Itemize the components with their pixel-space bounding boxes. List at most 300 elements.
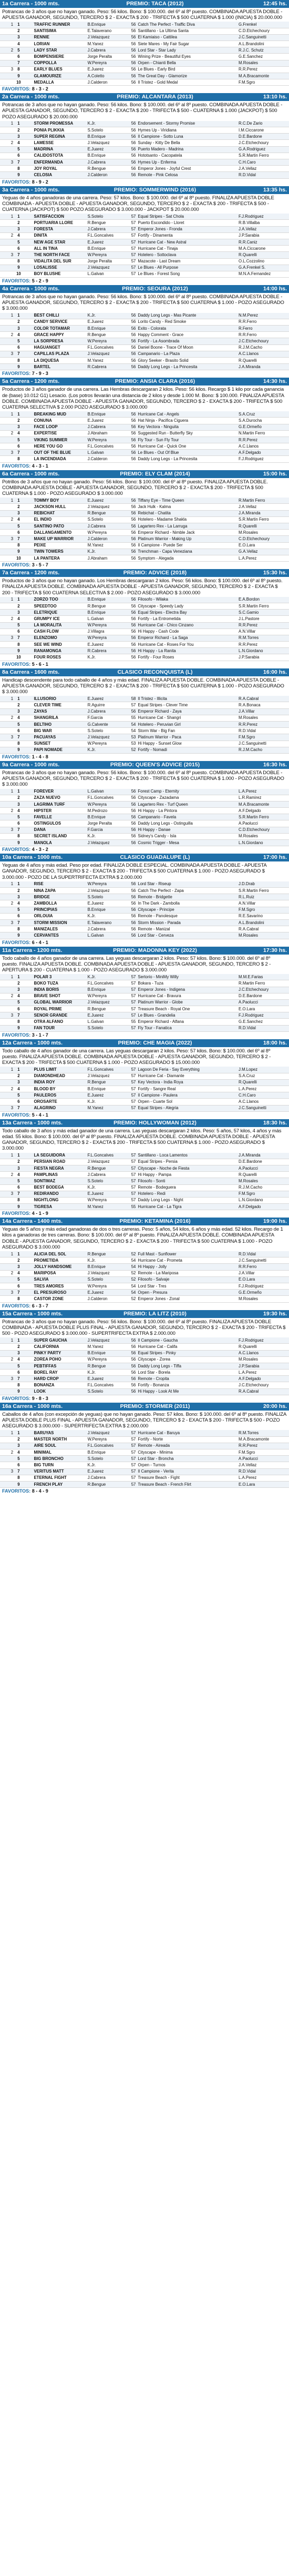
weight: 57 <box>125 1073 137 1079</box>
jockey: F.L.Goncalves <box>87 443 125 450</box>
trainer: R.J.C. Schutz <box>238 47 289 54</box>
table-row <box>0 79 289 86</box>
saddle-number: 8 <box>14 1475 23 1481</box>
horse-name: MANIZALES <box>33 926 86 932</box>
table-row <box>0 1153 289 1159</box>
pedigree: Hurricane Cat - Diamante <box>137 1073 238 1079</box>
weight-note <box>23 536 33 542</box>
post-group <box>0 271 14 277</box>
race-time: 20:00 hs. <box>263 1403 287 1409</box>
weight: 52 <box>125 1276 137 1283</box>
saddle-number: 4 <box>14 1356 23 1363</box>
race-number: 11a Carrera - 1200 mts. <box>2 947 63 954</box>
table-row <box>0 549 289 555</box>
saddle-number: 6 <box>14 1462 23 1468</box>
race-time: 14:00 hs. <box>263 286 287 292</box>
pedigree: Hymes Up - Enferma <box>137 159 238 166</box>
saddle-number: 7 <box>14 919 23 926</box>
jockey: E.Juarez <box>87 66 125 73</box>
entries-table <box>0 1153 289 1211</box>
jockey: Jorge Peralta <box>87 258 125 265</box>
saddle-number: 1 <box>14 498 23 504</box>
jockey: R.Bengue <box>87 220 125 226</box>
pedigree: Fortify - La Entrometida <box>137 616 238 622</box>
pedigree: Rebichat - Chatita <box>137 510 238 516</box>
favorites-label: FAVORITOS: <box>2 1488 31 1494</box>
jockey: B.Enrique <box>87 1449 125 1456</box>
weight: 56 <box>125 357 137 363</box>
table-row <box>0 1165 289 1171</box>
post-group: 3 <box>0 1468 14 1475</box>
horse-name: NEW AGE STAR <box>33 239 86 245</box>
saddle-number: 6 <box>14 54 23 60</box>
horse-name: AIRE SOUL <box>33 1443 86 1449</box>
saddle-number: 2 <box>14 702 23 708</box>
jockey: J.Velazquez <box>87 999 125 1006</box>
favorites-label: FAVORITOS: <box>2 1395 31 1401</box>
saddle-number: 2 <box>14 888 23 894</box>
jockey: W.Pereyra <box>87 622 125 628</box>
post-group: 1 <box>0 411 14 418</box>
saddle-number: 9 <box>14 172 23 178</box>
entries-table <box>0 974 289 1032</box>
jockey: E.Juarez <box>87 239 125 245</box>
race-header <box>0 1310 289 1318</box>
pedigree: Daniel Boone - Trace Of Moon <box>137 344 238 351</box>
weight: 56 <box>125 530 137 536</box>
saddle-number: 2 <box>14 220 23 226</box>
weight-note <box>23 265 33 271</box>
race-header <box>0 668 289 676</box>
favorites-line <box>0 939 289 947</box>
table-row <box>0 722 289 728</box>
race-number: 15a Carrera - 1000 mts. <box>2 1310 63 1317</box>
jockey: W.Pereyra <box>87 1436 125 1443</box>
jockey: J.Cabrera <box>87 926 125 932</box>
trainer: R.Quarelli <box>238 523 289 530</box>
post-group <box>0 172 14 178</box>
weight-note <box>23 40 33 47</box>
post-group <box>0 166 14 172</box>
table-row <box>0 833 289 839</box>
weight: 56 <box>125 820 137 827</box>
saddle-number: 4 <box>14 332 23 338</box>
trainer: L.A.Perez <box>238 789 289 795</box>
table-row <box>0 1475 289 1481</box>
jockey: B.Enrique <box>87 814 125 820</box>
post-group <box>0 833 14 839</box>
trainer: C.D.Etchechoury <box>238 28 289 34</box>
horse-name: TWIN TOWERS <box>33 549 86 555</box>
post-group <box>0 456 14 462</box>
post-group <box>0 1276 14 1283</box>
jockey: J.Calderon <box>87 79 125 86</box>
table-row <box>0 648 289 654</box>
horse-name: TIGRESA <box>33 1204 86 1210</box>
jockey: B.Enrique <box>87 1264 125 1270</box>
post-group <box>0 987 14 993</box>
horse-name: PACUAYAS <box>33 734 86 741</box>
favorites-value: 9 - 8 - 3 <box>32 1395 48 1401</box>
weight: 54 <box>125 1264 137 1270</box>
favorites-line <box>0 179 289 186</box>
post-group <box>0 523 14 530</box>
race-number: 8a Carrera - 1600 mts. <box>2 668 60 675</box>
trainer: A.F.Delgado <box>238 808 289 814</box>
favorites-line <box>0 1488 289 1495</box>
pedigree: Fortify - La Asombrada <box>137 338 238 344</box>
pedigree: Le Blues - Out Of Blue <box>137 450 238 456</box>
race-card <box>0 854 289 946</box>
jockey: R.Bengue <box>87 1079 125 1086</box>
saddle-number: 6 <box>14 820 23 827</box>
post-group <box>0 319 14 325</box>
post-group: 2 <box>0 1270 14 1276</box>
pedigree: Hurricane Cat - Prometa <box>137 1257 238 1264</box>
saddle-number: 6 <box>14 246 23 252</box>
saddle-number: 4 <box>14 900 23 907</box>
favorites-value: 5 - 6 - 1 <box>32 661 48 667</box>
jockey: W.Pereyra <box>87 1197 125 1203</box>
horse-name: HAGUANGET <box>33 344 86 351</box>
horse-name: ETERNAL FIGHT <box>33 1475 86 1481</box>
jockey: K.Jr. <box>87 313 125 319</box>
pedigree: Hurricane Cat - Roses For You <box>137 642 238 648</box>
post-group <box>0 1363 14 1369</box>
trainer: R.J.M.Cacho <box>238 344 289 351</box>
weight: 57 <box>125 1012 137 1019</box>
saddle-number: 2 <box>14 504 23 510</box>
jockey: J.Calderon <box>87 1296 125 1302</box>
table-row <box>0 1344 289 1350</box>
pedigree: Catch The Perfect - Zapa <box>137 888 238 894</box>
saddle-number: 1 <box>14 696 23 702</box>
post-group <box>0 1344 14 1350</box>
jockey: E.Juarez <box>87 1092 125 1099</box>
post-group: 2 <box>0 1086 14 1092</box>
jockey: S.Sotelo <box>87 1276 125 1283</box>
post-group: 1 <box>0 498 14 504</box>
race-title: PREMIO: LA LITZ (2010) <box>123 1310 187 1317</box>
post-group: 2 <box>0 430 14 437</box>
horse-name: PROMETIDA <box>33 1257 86 1264</box>
weight: 56 <box>125 430 137 437</box>
post-group <box>0 34 14 40</box>
weight-note <box>23 1019 33 1025</box>
saddle-number: 1 <box>14 313 23 319</box>
post-group: 2 <box>0 993 14 999</box>
pedigree: Fly Tour - Fanatica <box>137 1025 238 1031</box>
pedigree: Siete Mares - My Fair Sugar <box>137 40 238 47</box>
weight: 56 <box>125 1350 137 1356</box>
horse-name: REDIRANDO <box>33 1191 86 1197</box>
table-row <box>0 418 289 424</box>
post-group <box>0 913 14 919</box>
jockey: F.L.Goncalves <box>87 344 125 351</box>
saddle-number: 5 <box>14 1456 23 1462</box>
jockey: S.Sotelo <box>87 1178 125 1184</box>
horse-name: LAGRIMA TURF <box>33 801 86 807</box>
trainer: J.P.Sarabia <box>238 232 289 239</box>
trainer: R.Quarelli <box>238 1079 289 1086</box>
post-group: 1 <box>0 881 14 888</box>
horse-name: OUT OF THE BLUE <box>33 450 86 456</box>
horse-name: LA PANTERA <box>33 555 86 561</box>
race-conditions: Yeguas de 4 años ganadoras de una carrera. Peso: 57 kilos. Bono: $ 100.000. del 6º al 8º puesto. FINALIZA APUESTA DOBLE COMBINADA - APUESTA DOBLE - APUESTA GANADOR, SEGUNDO, TERCERO $ 2 - EXACTA $ 200 - TRIFECTA $ 500 - CUATERNA (JACKPOT) $ 500 POZO ASEGURADO $ 3.000.000 - JACKPOT $ 20.000.000 <box>2 195 274 212</box>
weight: 57 <box>125 702 137 708</box>
horse-name: GLOBAL WARRIOR <box>33 999 86 1006</box>
post-group <box>0 1165 14 1171</box>
saddle-number: 5 <box>14 338 23 344</box>
saddle-number: 4 <box>14 140 23 146</box>
horse-name: EL INDIO <box>33 516 86 523</box>
trainer: R.R.Ferro <box>238 1264 289 1270</box>
weight: 56 <box>125 1344 137 1350</box>
race-number: 3a Carrera - 1000 mts. <box>2 186 60 193</box>
post-group <box>0 795 14 801</box>
table-row <box>0 54 289 60</box>
race-card <box>0 93 289 186</box>
trainer: R.A.Cabral <box>238 1388 289 1395</box>
saddle-number: 8 <box>14 258 23 265</box>
horse-name: FRENCH PLAY <box>33 1481 86 1487</box>
saddle-number: 2 <box>14 1257 23 1264</box>
entries-table <box>0 214 289 278</box>
trainer: M.Rosales <box>238 715 289 721</box>
trainer: A.N.Villar <box>238 900 289 907</box>
jockey: F.L.Goncalves <box>87 1153 125 1159</box>
race-card <box>0 947 289 1039</box>
table-row <box>0 741 289 747</box>
saddle-number: 9 <box>14 1481 23 1487</box>
weight: 56 <box>125 159 137 166</box>
pedigree: Symptom - Alegada <box>137 555 238 561</box>
jockey: S.Sotelo <box>87 1388 125 1395</box>
table-row <box>0 1012 289 1019</box>
table-row <box>0 1086 289 1092</box>
race-header <box>0 854 289 861</box>
trainer: F.J.Rodriguez <box>238 214 289 220</box>
horse-name: ZORZO TOO <box>33 597 86 603</box>
pedigree: Fortify - Dinamenta <box>137 232 238 239</box>
entries-table <box>0 696 289 754</box>
race-header <box>0 93 289 101</box>
favorites-value: 7 - 9 - 3 <box>32 371 48 377</box>
saddle-number: 10 <box>14 79 23 86</box>
trainer: R.B.Villalba <box>238 220 289 226</box>
race-number: 12a Carrera - 1000 mts. <box>2 1039 63 1046</box>
horse-name: PEBTIFFAS <box>33 1363 86 1369</box>
horse-name: BEST CHILLI <box>33 313 86 319</box>
pedigree: Remote - La Mariposa <box>137 1270 238 1276</box>
weight: 57 <box>125 258 137 265</box>
jockey: W.Pereyra <box>87 1356 125 1363</box>
favorites-line <box>0 661 289 668</box>
trainer: R.D.Vidal <box>238 1025 289 1031</box>
jockey: W.Pereyra <box>87 252 125 258</box>
post-group <box>0 1283 14 1290</box>
jockey: J.Velazquez <box>87 1430 125 1436</box>
weight: 57 <box>125 1430 137 1436</box>
trainer: F.M.Sgro <box>238 1191 289 1197</box>
jockey: R.Bengue <box>87 603 125 609</box>
pedigree: Bokara - Tuza <box>137 980 238 987</box>
trainer: J.M.Lopez <box>238 1067 289 1073</box>
weight: 57 <box>125 1184 137 1191</box>
trainer: G.A.Rodriguez <box>238 146 289 153</box>
table-row <box>0 437 289 443</box>
horse-name: SENOR GRANDE <box>33 1012 86 1019</box>
race-conditions: Todo caballo de 4 años ganador de una carrera. Las yeguas descargaran 2 kilos. Peso: 57 kilos. Bono: $ 100.000. del 6º al 8º puesto. FINALIZA APUESTA DOBLE. COMBINADA APUESTA DOBLE - APUESTA GANADOR, SEGUNDO, TERCERO $ 2 - APERTURA $ 200 - CUATERNA $ 1.000 - POZO ASEGURADO $ 3.000.000 <box>2 955 271 973</box>
race-conditions: Productos de 3 años que no hayan ganado. Los Hembras descargaran 2 kilos. Peso: 56 kilos. Bono: $ 100.000. del 6º al 8º puesto. FINALIZA APUESTA DOBLE. COMBINADA APUESTA DOBLE - APUESTA GANADOR, SEGUNDO, TERCERO $ 2 - EXACTA $ 200 - TRIFECTA $ 500 CUATERNA SELECTIVA $ 2.000 - POZO ASEGURADO $ 3.000.000 <box>2 578 283 596</box>
horse-name: FAN TOUR <box>33 1025 86 1031</box>
pedigree: Filosofo - Wilaka <box>137 597 238 603</box>
saddle-number: 3 <box>14 894 23 900</box>
weight-note <box>23 894 33 900</box>
pedigree: Fortify - Sangre Real <box>137 1086 238 1092</box>
pedigree: Hi Happy - Danae <box>137 827 238 833</box>
table-row <box>0 34 289 40</box>
table-row <box>0 1283 289 1290</box>
weight-note <box>23 246 33 252</box>
weight: 57 <box>125 214 137 220</box>
jockey: B.Enrique <box>87 134 125 140</box>
horse-name: CLEVER TIME <box>33 702 86 708</box>
saddle-number: 3 <box>14 1443 23 1449</box>
table-row <box>0 1481 289 1487</box>
weight: 56 <box>125 801 137 807</box>
weight-note <box>23 510 33 516</box>
weight: 52 <box>125 1251 137 1257</box>
trainer: R.Martin Ferro <box>238 980 289 987</box>
race-number: 5a Carrera - 1200 mts. <box>2 378 60 385</box>
weight: 56 <box>125 28 137 34</box>
saddle-number: 2 <box>14 1436 23 1443</box>
trainer: R.D.Vidal <box>238 1468 289 1475</box>
table-row <box>0 789 289 795</box>
weight: 56 <box>125 364 137 370</box>
jockey: K.Jr. <box>87 833 125 839</box>
trainer: G.E.Sanchez <box>238 1019 289 1025</box>
table-row <box>0 172 289 178</box>
table-row <box>0 1257 289 1264</box>
saddle-number: 7 <box>14 1191 23 1197</box>
jockey: W.Pereyra <box>87 993 125 999</box>
favorites-label: FAVORITOS: <box>2 1211 31 1216</box>
pedigree: Fly Tour - Sun Fly Tour <box>137 437 238 443</box>
weight: 56 <box>125 900 137 907</box>
weight-note <box>23 504 33 510</box>
pedigree: Sertorio - MiniMy Willy <box>137 974 238 980</box>
post-group: 2 <box>0 715 14 721</box>
horse-name: BARUYAS <box>33 1430 86 1436</box>
weight-note <box>23 1350 33 1356</box>
horse-name: PRINCIPIAS <box>33 907 86 913</box>
pedigree: Sidney's Candy - Isla <box>137 833 238 839</box>
pedigree: Il Campione - Sotto Luna <box>137 134 238 140</box>
horse-name: CASTOR ZONE <box>33 1296 86 1302</box>
trainer: R.R.Perez <box>238 722 289 728</box>
post-group: 1 <box>0 1153 14 1159</box>
table-row <box>0 622 289 628</box>
saddle-number: 3 <box>14 610 23 616</box>
race-number: 4a Carrera - 1000 mts. <box>2 286 60 292</box>
horse-name: ZAZA NUEVO <box>33 795 86 801</box>
post-group: 1 <box>0 696 14 702</box>
race-header <box>0 761 289 769</box>
saddle-number: 3 <box>14 1350 23 1356</box>
horse-name: ZAYAS <box>33 708 86 715</box>
post-group <box>0 28 14 34</box>
favorites-line <box>0 562 289 569</box>
trainer: L.N.Giordano <box>238 648 289 654</box>
favorites-label: FAVORITOS: <box>2 278 31 284</box>
table-row <box>0 542 289 549</box>
jockey: J.Velazquez <box>87 351 125 357</box>
trainer: N.Martin Ferro <box>238 430 289 437</box>
saddle-number: 9 <box>14 1388 23 1395</box>
table-row <box>0 1363 289 1369</box>
weight: 56 <box>125 1382 137 1388</box>
pedigree: Hat Ninja - Pacifica Ciguera <box>137 418 238 424</box>
weight: 57 <box>125 226 137 232</box>
horse-name: FAVELLE <box>33 814 86 820</box>
trainer: R.Martin Ferro <box>238 498 289 504</box>
race-time: 13:10 hs. <box>263 94 287 100</box>
race-number: 16a Carrera - 1000 mts. <box>2 1403 63 1409</box>
weight-note <box>23 166 33 172</box>
weight: 56 <box>125 22 137 28</box>
jockey: J.Velazquez <box>87 888 125 894</box>
post-group: 2 <box>0 140 14 146</box>
table-row <box>0 555 289 561</box>
pedigree: Emperor Jones - Fronda <box>137 226 238 232</box>
weight-note <box>23 1025 33 1031</box>
weight: 56 <box>125 351 137 357</box>
jockey: R.Cabrera <box>87 364 125 370</box>
favorites-line <box>0 463 289 470</box>
weight-note <box>23 79 33 86</box>
horse-name: RANAMONGA <box>33 648 86 654</box>
trainer: L.A.Perez <box>238 1086 289 1092</box>
table-row <box>0 1296 289 1302</box>
weight-note <box>23 34 33 40</box>
jockey: R.Cabrera <box>87 648 125 654</box>
table-row <box>0 894 289 900</box>
post-group <box>0 357 14 363</box>
weight: 56 <box>125 140 137 146</box>
weight-note <box>23 827 33 833</box>
table-row <box>0 616 289 622</box>
weight-note <box>23 1370 33 1376</box>
post-group <box>0 127 14 134</box>
horse-name: PLUS LIMIT <box>33 1067 86 1073</box>
saddle-number: 4 <box>14 1449 23 1456</box>
weight: 57 <box>125 1079 137 1086</box>
trainer: M.Rosales <box>238 530 289 536</box>
favorites-value: 5 - 4 - 1 <box>32 1112 48 1118</box>
table-row <box>0 153 289 159</box>
horse-name: INDIA BORIS <box>33 987 86 993</box>
table-row <box>0 121 289 127</box>
weight-note <box>23 1462 33 1468</box>
trainer: A.L.Brandolini <box>238 40 289 47</box>
post-group <box>0 741 14 747</box>
saddle-number: 5 <box>14 1178 23 1184</box>
table-row <box>0 351 289 357</box>
jockey: J.Velazquez <box>87 265 125 271</box>
table-row <box>0 1006 289 1012</box>
